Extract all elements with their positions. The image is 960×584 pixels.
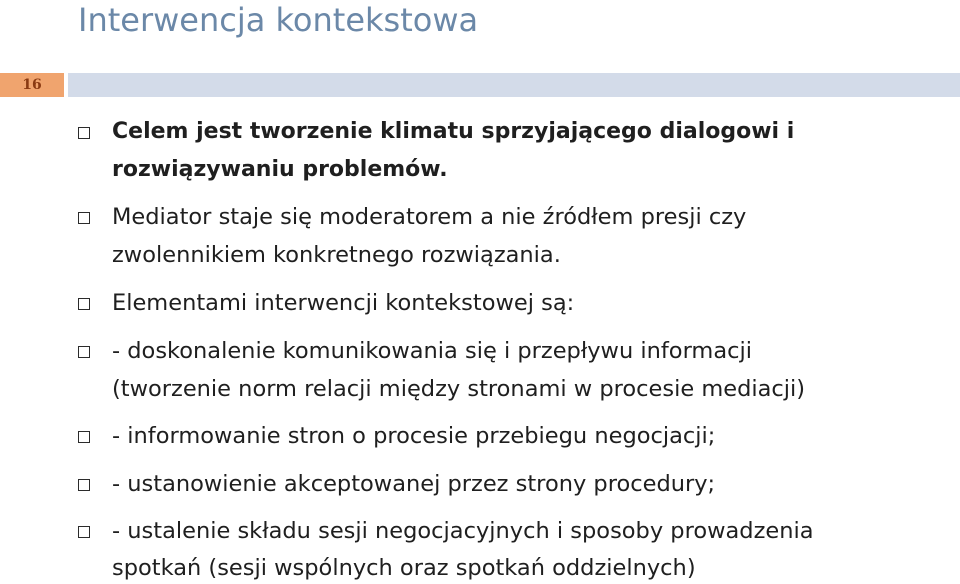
hollow-square-bullet-icon xyxy=(78,298,90,310)
bullet-line: Celem jest tworzenie klimatu sprzyjającego dialogowi i xyxy=(112,119,795,144)
bullet-line: - ustanowienie akceptowanej przez strony procedury; xyxy=(112,471,716,497)
bullet-line: Mediator staje się moderatorem a nie źródłem presji czy xyxy=(112,204,747,230)
hollow-square-bullet-icon xyxy=(78,346,90,358)
bullet-line: spotkań (sesji wspólnych oraz spotkań oddzielnych) xyxy=(112,555,696,581)
slide-number: 16 xyxy=(0,73,64,97)
bullet-line: zwolennikiem konkretnego rozwiązania. xyxy=(112,242,561,268)
hollow-square-bullet-icon xyxy=(78,526,90,538)
hollow-square-bullet-icon xyxy=(78,479,90,491)
bullet-line: - informowanie stron o procesie przebiegu negocjacji; xyxy=(112,423,716,449)
bullet-line: (tworzenie norm relacji między stronami w procesie mediacji) xyxy=(112,376,806,402)
slide-title: Interwencja kontekstowa xyxy=(78,1,479,39)
bullet-line: - ustalenie składu sesji negocjacyjnych i sposoby prowadzenia xyxy=(112,518,814,544)
hollow-square-bullet-icon xyxy=(78,127,90,139)
bullet-line: - doskonalenie komunikowania się i przepływu informacji xyxy=(112,338,752,364)
bullet-line: Elementami interwencji kontekstowej są: xyxy=(112,290,575,316)
bullet-line: rozwiązywaniu problemów. xyxy=(112,157,448,182)
hollow-square-bullet-icon xyxy=(78,431,90,443)
hollow-square-bullet-icon xyxy=(78,212,90,224)
